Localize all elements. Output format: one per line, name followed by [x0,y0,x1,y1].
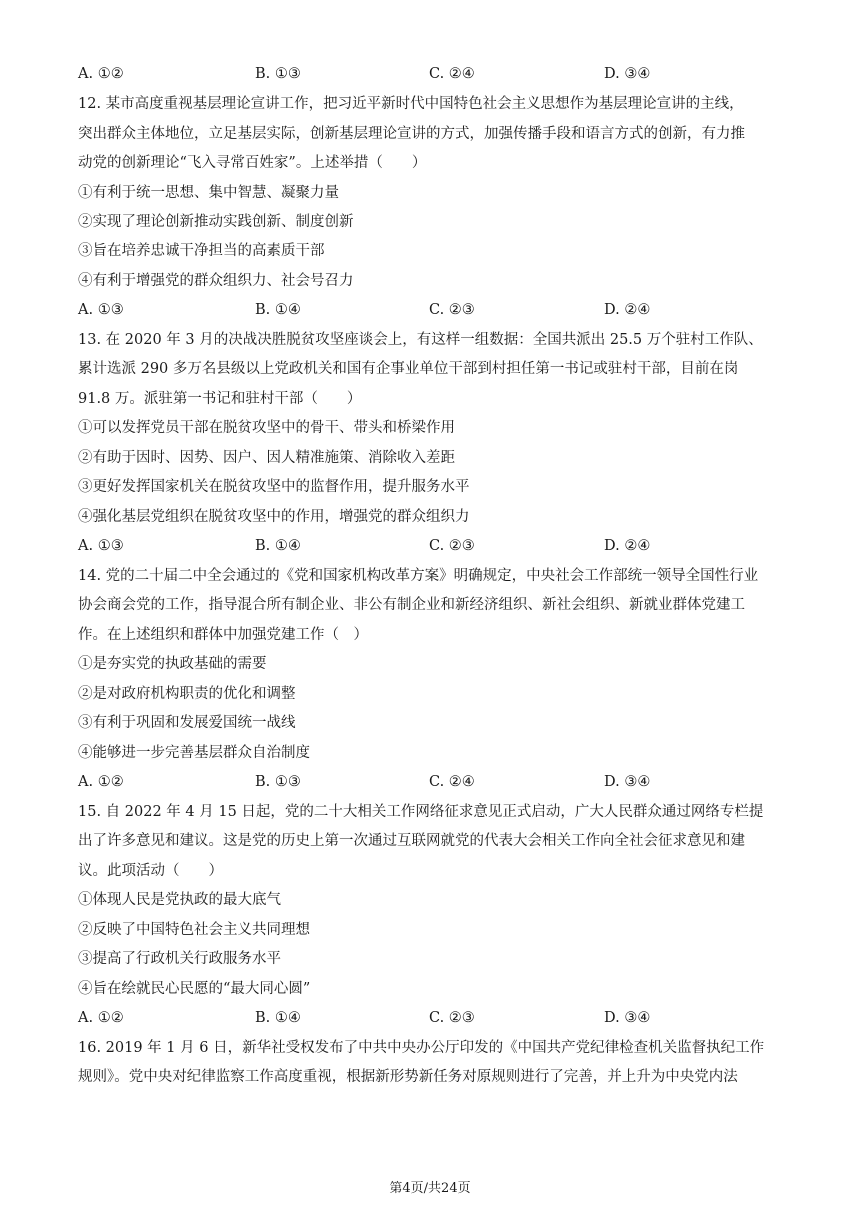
q12-stem-line-1: 12. 某市高度重视基层理论宣讲工作，把习近平新时代中国特色社会主义思想作为基层理论宣讲的主线， [78,96,744,112]
q14-stem-line-1: 14. 党的二十届二中全会通过的《党和国家机构改革方案》明确规定，中央社会工作部统一领导全国性行业 [78,568,759,584]
option-c: C. ②③ [429,302,475,318]
option-a: A. ①③ [78,302,124,318]
option-a: A. ①② [78,1010,124,1026]
q14-options [78,772,778,792]
q13-statement-3: ③更好发挥国家机关在脱贫攻坚中的监督作用，提升服务水平 [78,479,470,495]
q14-statement-3: ③有利于巩固和发展爱国统一战线 [78,715,296,731]
q14-stem-line-3: 作。在上述组织和群体中加强党建工作（ ） [78,627,368,643]
q15-statement-4: ④旨在绘就民心民愿的“最大同心圆” [78,981,311,997]
option-c: C. ②③ [429,1010,475,1026]
option-c: C. ②③ [429,538,475,554]
q13-stem-line-3: 91.8 万。派驻第一书记和驻村干部（ ） [78,391,362,407]
q15-statement-3: ③提高了行政机关行政服务水平 [78,951,281,967]
q12-statement-1: ①有利于统一思想、集中智慧、凝聚力量 [78,185,339,201]
q16-stem-line-2: 规则》。党中央对纪律监察工作高度重视，根据新形势新任务对原规则进行了完善，并上升为中央党内法 [78,1069,738,1085]
q12-options [78,300,778,320]
option-d: D. ③④ [604,66,651,82]
option-d: D. ②④ [604,538,651,554]
q15-stem-line-3: 议。此项活动（ ） [78,863,223,879]
q12-statement-3: ③旨在培养忠诚干净担当的高素质干部 [78,243,325,259]
q14-statement-2: ②是对政府机构职责的优化和调整 [78,686,296,702]
option-b: B. ①④ [255,538,301,554]
q16-stem-line-1: 16. 2019 年 1 月 6 日，新华社受权发布了中共中央办公厅印发的《中国共产党纪律检查机关监督执纪工作 [78,1040,765,1056]
q15-statement-2: ②反映了中国特色社会主义共同理想 [78,922,310,938]
option-d: D. ③④ [604,1010,651,1026]
q15-stem-line-1: 15. 自 2022 年 4 月 15 日起，党的二十大相关工作网络征求意见正式启动，广大人民群众通过网络专栏提 [78,804,764,820]
q13-statement-2: ②有助于因时、因势、因户、因人精准施策、消除收入差距 [78,450,455,466]
q15-options [78,1008,778,1028]
q12-statement-4: ④有利于增强党的群众组织力、社会号召力 [78,273,354,289]
q15-stem-line-2: 出了许多意见和建议。这是党的历史上第一次通过互联网就党的代表大会相关工作向全社会征求意见和建 [78,833,745,849]
q12-stem-line-2: 突出群众主体地位，立足基层实际，创新基层理论宣讲的方式，加强传播手段和语言方式的创新，有力推 [78,126,745,142]
option-a: A. ①② [78,774,124,790]
option-a: A. ①② [78,66,124,82]
q11-options [78,64,778,84]
option-b: B. ①④ [255,1010,301,1026]
q15-statement-1: ①体现人民是党执政的最大底气 [78,892,281,908]
option-d: D. ②④ [604,302,651,318]
q13-statement-4: ④强化基层党组织在脱贫攻坚中的作用，增强党的群众组织力 [78,509,470,525]
option-b: B. ①③ [255,774,301,790]
q13-statement-1: ①可以发挥党员干部在脱贫攻坚中的骨干、带头和桥梁作用 [78,420,455,436]
q12-stem-line-3: 动党的创新理论“飞入寻常百姓家”。上述举措（ ） [78,155,427,171]
option-a: A. ①③ [78,538,124,554]
option-c: C. ②④ [429,66,475,82]
q13-stem-line-2: 累计选派 290 多万名县级以上党政机关和国有企事业单位干部到村担任第一书记或驻村干部，目前在岗 [78,361,739,377]
option-d: D. ③④ [604,774,651,790]
option-c: C. ②④ [429,774,475,790]
q14-statement-1: ①是夯实党的执政基础的需要 [78,656,267,672]
q13-stem-line-1: 13. 在 2020 年 3 月的决战决胜脱贫攻坚座谈会上，有这样一组数据：全国共派出 25.5 万个驻村工作队、 [78,332,763,348]
q14-statement-4: ④能够进一步完善基层群众自治制度 [78,745,310,761]
option-b: B. ①③ [255,66,301,82]
option-b: B. ①④ [255,302,301,318]
q14-stem-line-2: 协会商会党的工作，指导混合所有制企业、非公有制企业和新经济组织、新社会组织、新就业群体党建工 [78,597,745,613]
page-number: 第4页/共24页 [389,1181,471,1196]
q12-statement-2: ②实现了理论创新推动实践创新、制度创新 [78,214,354,230]
q13-options [78,536,778,556]
